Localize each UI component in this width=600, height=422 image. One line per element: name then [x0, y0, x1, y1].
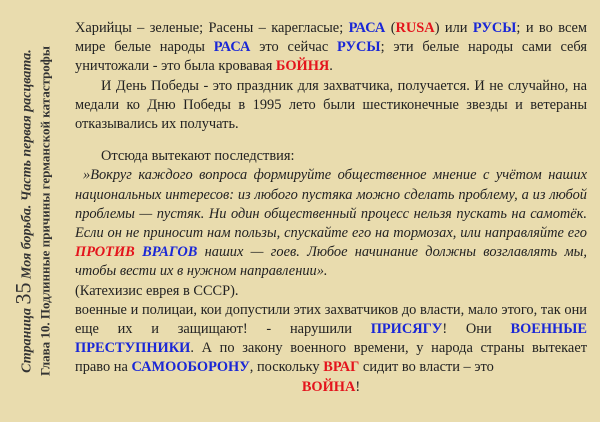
text-run — [135, 244, 142, 260]
text-run: это сейчас — [250, 39, 338, 56]
highlight-word: ПРОТИВ — [75, 244, 135, 261]
text-run: , поскольку — [249, 359, 324, 376]
page-spine — [0, 0, 68, 422]
page-number: 35 — [10, 282, 36, 305]
text-run: наших — гоев. Любое начинание должны возглавлять мы, чтобы вести их в нужном направлении». — [75, 244, 587, 280]
quote-paragraph — [75, 166, 587, 281]
chapter-title: Подлинные причины германской катастрофы — [37, 46, 53, 320]
highlight-word: RUSA — [395, 20, 435, 36]
highlight-word: РУСЫ — [337, 39, 381, 56]
part-title: Моя борьба. Часть первая расцвата. — [19, 49, 35, 280]
paragraph-3: Отсюда вытекают последствия: — [101, 148, 295, 165]
text-run: ! — [355, 378, 361, 395]
highlight-word: РАСА — [213, 39, 251, 56]
highlight-word: ВОЙНА — [301, 378, 356, 395]
highlight-word: ВОЕННЫЕ ПРЕСТУПНИКИ — [75, 321, 587, 357]
highlight-word: САМООБОРОНУ — [131, 359, 250, 376]
highlight-word: ПРИСЯГУ — [370, 321, 443, 338]
page-label: Страница — [19, 308, 35, 373]
highlight-word: ВРАГОВ — [142, 244, 198, 261]
text-run: »Вокруг каждого вопроса формируйте общественное мнение с учётом наших национальных интересов: из любого пустяка можно сделать проблему, а из любой проблемы — пустяк. Ни один общественный процесс нельзя пускать на самотёк. Если он не приносит нам пользы, спускайте его на тормозах, или направляйте его — [75, 167, 587, 242]
highlight-word: ВРАГ — [323, 359, 360, 376]
paragraph-gap — [75, 134, 587, 147]
text-run: ; и во всем мире белые народы — [75, 20, 587, 56]
chapter-number: 10. — [37, 322, 53, 339]
body-text — [75, 19, 587, 397]
text-run: ) или — [434, 20, 473, 36]
final-line — [75, 378, 587, 397]
paragraph-1 — [75, 19, 587, 77]
paragraph-2: И День Победы - это праздник для захватчика, получается. И не случайно, на медали ко Дню Победы в 1995 лето были шестиконечные звезды и ветераны отказывались их получать. — [75, 77, 587, 133]
chapter-label: Глава — [37, 341, 53, 376]
spine-chapter-line — [37, 6, 54, 416]
text-run: ; эти белые народы сами себя уничтожали - это была кровавая — [75, 39, 587, 75]
highlight-word: РАСА — [348, 20, 386, 36]
text-run: ( — [385, 20, 396, 36]
spine-header-line — [10, 6, 37, 416]
highlight-word: РУСЫ — [472, 20, 517, 36]
text-run: . А по закону военного времени, у народа страны вытекает право на — [75, 340, 587, 376]
text-run: военные и полицаи, кои допустили этих захватчиков до власти, мало этого, так они еще их и защищают! - нарушили — [75, 301, 587, 338]
text-run: сидит во власти – это — [359, 359, 494, 376]
paragraph-4 — [75, 301, 587, 378]
highlight-word: БОЙНЯ — [275, 58, 330, 75]
source-citation: (Катехизис еврея в СССР). — [75, 282, 239, 299]
text-run: . — [329, 58, 333, 75]
text-run: Харийцы – зеленые; Расены – карегласые; — [75, 20, 349, 36]
text-run: ! Они — [442, 321, 511, 338]
